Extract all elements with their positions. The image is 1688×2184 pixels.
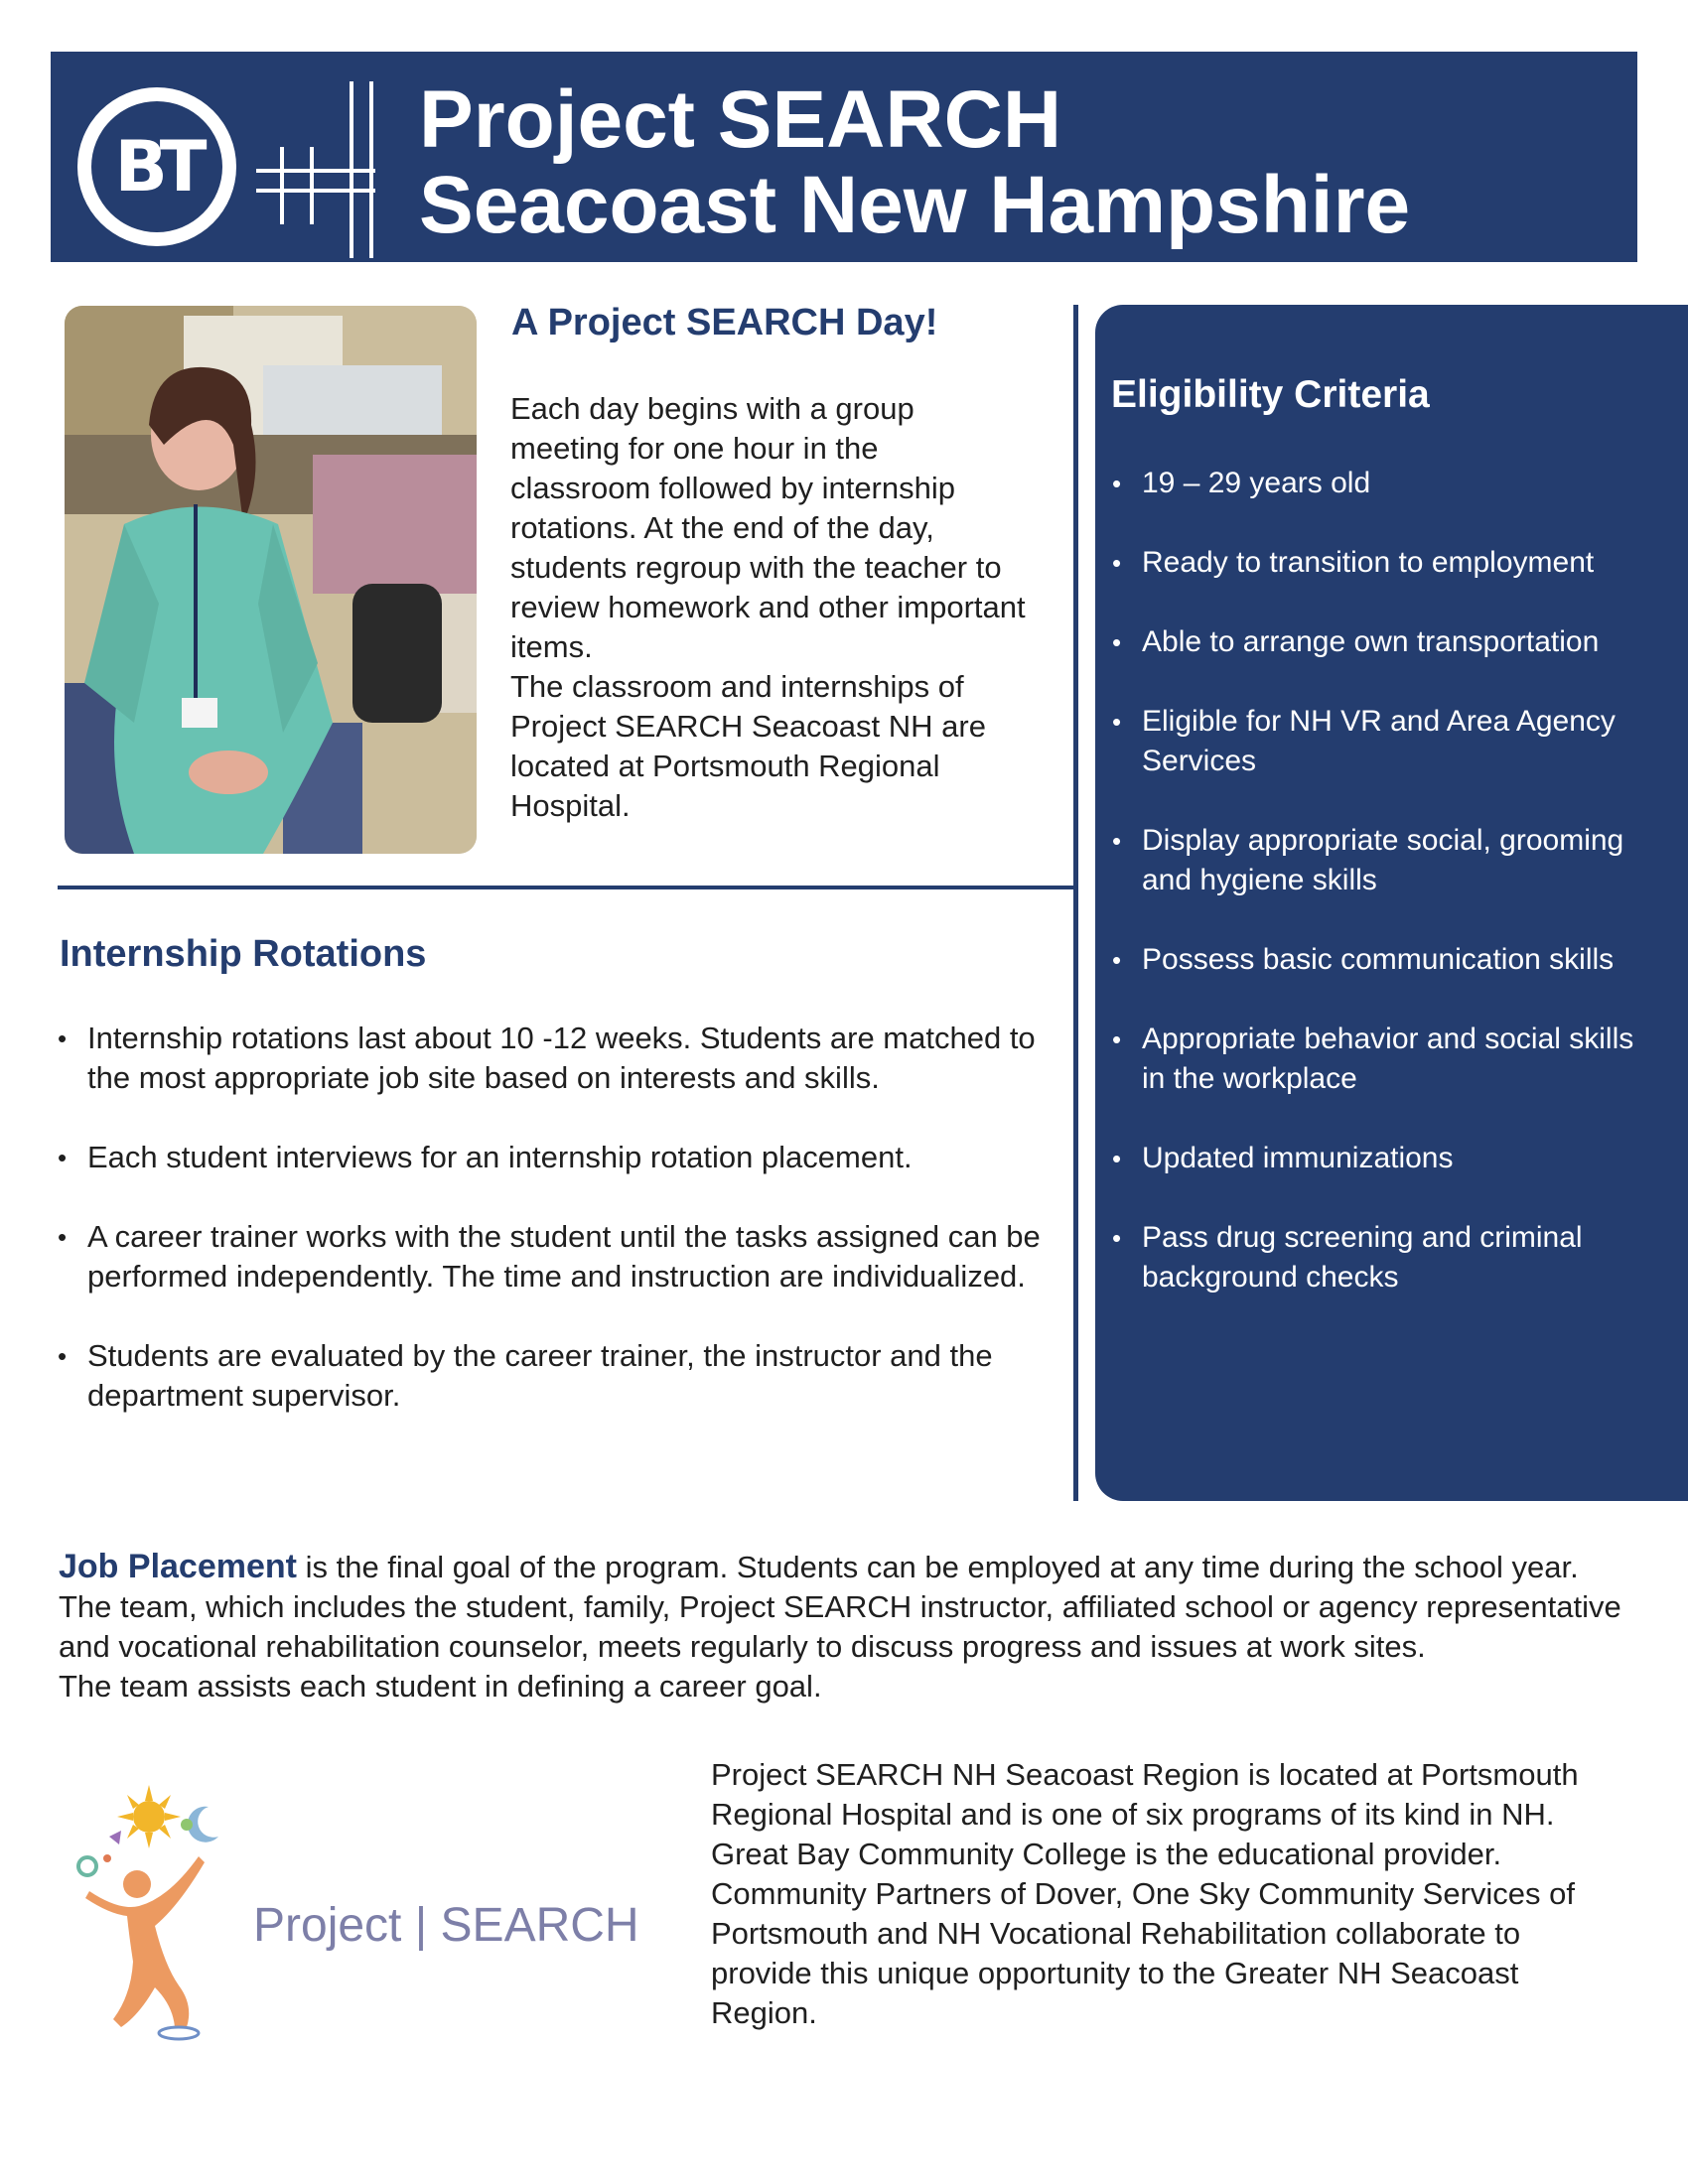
job-placement-paragraph xyxy=(59,1547,1637,1706)
list-item: • Updated immunizations xyxy=(1108,1139,1664,1178)
project-search-logo-text: Project | SEARCH xyxy=(253,1899,639,1952)
figure-icon xyxy=(85,1856,205,2027)
title-line-2: Seacoast New Hampshire xyxy=(419,160,1411,250)
day-paragraph-1: Each day begins with a group meeting for one hour in the classroom followed by internship rotations. At the end of the day, students regroup with the teacher to review homework and other important items. xyxy=(510,391,1026,664)
list-item: • Ready to transition to employment xyxy=(1108,543,1664,583)
day-heading: A Project SEARCH Day! xyxy=(511,302,938,343)
section-divider xyxy=(58,886,1074,889)
student-photo-illustration xyxy=(65,306,477,854)
list-item: • Eligible for NH VR and Area Agency Services xyxy=(1108,702,1664,781)
star-icon xyxy=(181,1819,193,1831)
bt-logo-text: BT xyxy=(114,126,200,207)
job-placement-lead: Job Placement xyxy=(59,1548,297,1585)
logo-crossbar xyxy=(256,169,375,173)
list-item: • Students are evaluated by the career trainer, the instructor and the department supervisor. xyxy=(56,1336,1078,1416)
logo-post xyxy=(310,147,314,224)
dot-icon xyxy=(103,1854,111,1862)
swirl-icon xyxy=(78,1857,96,1875)
list-item: • Possess basic communication skills xyxy=(1108,940,1664,980)
student-photo xyxy=(65,306,477,854)
day-paragraph-2: The classroom and internships of Project SEARCH Seacoast NH are located at Portsmouth Regional Hospital. xyxy=(510,669,986,823)
triangle-icon xyxy=(109,1831,121,1844)
page-title xyxy=(419,74,1411,250)
list-item: • 19 – 29 years old xyxy=(1108,464,1664,503)
about-paragraph: Project SEARCH NH Seacoast Region is located at Portsmouth Regional Hospital and is one of six programs of its kind in NH. Great Bay Community College is the educational provider. Community Partners of Dover, One Sky Community Services of Portsmouth and NH Vocational Rehabilitation collaborate to provide this unique opportunity to the Greater NH Seacoast Region. xyxy=(711,1757,1579,2030)
logo-post xyxy=(350,81,353,258)
logo-crossbar xyxy=(256,189,375,193)
job-placement-text: is the final goal of the program. Students can be employed at any time during the school year. The team, which includes the student, family, Project SEARCH instructor, affiliated school or agency representative and vocational rehabilitation counselor, meets regularly to discuss progress and issues at work sites. xyxy=(59,1550,1621,1664)
eligibility-list xyxy=(1108,464,1664,1337)
internship-list xyxy=(56,1019,1078,1455)
eligibility-heading: Eligibility Criteria xyxy=(1111,373,1430,416)
list-item: • Internship rotations last about 10 -12 weeks. Students are matched to the most appropriate job site based on interests and skills. xyxy=(56,1019,1078,1098)
job-placement-text-2: The team assists each student in defining a career goal. xyxy=(59,1669,822,1704)
list-item: • A career trainer works with the student until the tasks assigned can be performed independently. The time and instruction are individualized. xyxy=(56,1217,1078,1297)
logo-post xyxy=(280,147,284,224)
ring-icon xyxy=(159,2027,199,2039)
list-item: • Display appropriate social, grooming and hygiene skills xyxy=(1108,821,1664,900)
title-line-1: Project SEARCH xyxy=(419,74,1062,165)
internship-heading: Internship Rotations xyxy=(60,933,427,975)
list-item: • Each student interviews for an internship rotation placement. xyxy=(56,1138,1078,1177)
sun-icon xyxy=(117,1785,181,1848)
logo-post xyxy=(369,81,373,258)
list-item: • Able to arrange own transportation xyxy=(1108,622,1664,662)
list-item: • Appropriate behavior and social skills in the workplace xyxy=(1108,1020,1664,1099)
project-search-figure-icon xyxy=(70,1767,258,2065)
list-item: • Pass drug screening and criminal background checks xyxy=(1108,1218,1664,1297)
